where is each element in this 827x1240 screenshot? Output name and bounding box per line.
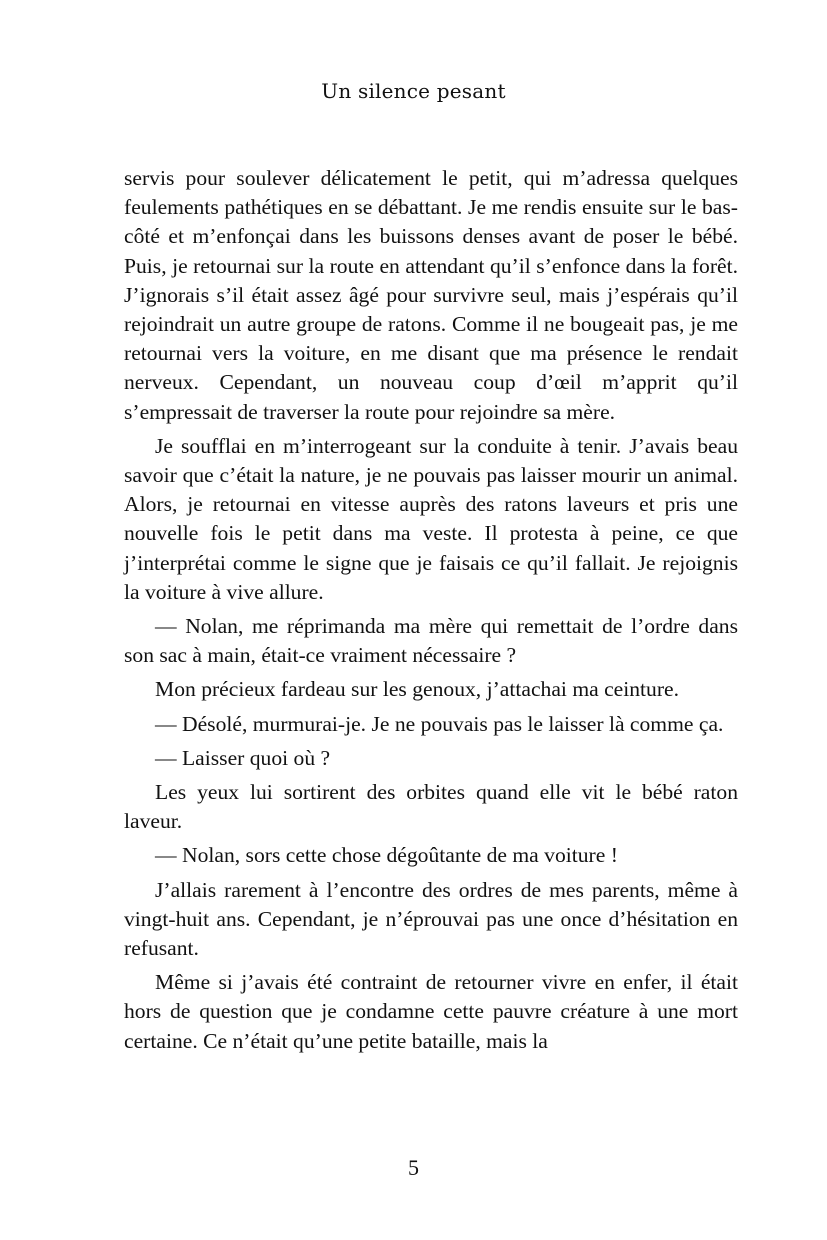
paragraph: Mon précieux fardeau sur les genoux, j’attachai ma ceinture. bbox=[155, 677, 680, 702]
dialogue-paragraph: — Désolé, murmurai-je. Je ne pouvais pas le laisser là comme ça. bbox=[155, 711, 724, 736]
paragraph: J’allais rarement à l’encontre des ordres de mes parents, même à vingt-huit ans. Cependant, je n’éprouvai pas une once d’hésitation en refusant. bbox=[124, 877, 738, 961]
dialogue-paragraph: — Laisser quoi où ? bbox=[155, 745, 331, 770]
body-text bbox=[124, 164, 738, 1061]
page-number: 5 bbox=[408, 1155, 419, 1180]
dialogue-paragraph: — Nolan, me réprimanda ma mère qui remettait de l’ordre dans son sac à main, était-ce vraiment nécessaire ? bbox=[124, 614, 738, 668]
dialogue-paragraph: — Nolan, sors cette chose dégoûtante de ma voiture ! bbox=[155, 843, 618, 868]
paragraph-continued: servis pour soulever délicatement le petit, qui m’adressa quelques feulements pathétiques en se débattant. Je me rendis ensuite sur le bas-côté et m’enfonçai dans les buissons denses avant de poser le bébé. Puis, je retournai sur la route en attendant qu’il s’enfonce dans la forêt. J’ignorais s’il était assez âgé pour survivre seul, mais j’espérais qu’il rejoindrait un autre groupe de ratons. Comme il ne bougeait pas, je me retournai vers la voiture, en me disant que ma présence le rendait nerveux. Cependant, un nouveau coup d’œil m’apprit qu’il s’empressait de traverser la route pour rejoindre sa mère. bbox=[124, 166, 738, 424]
running-header-title: Un silence pesant bbox=[321, 79, 506, 103]
paragraph: Même si j’avais été contraint de retourner vivre en enfer, il était hors de question que je condamne cette pauvre créature à une mort certaine. Ce n’était qu’une petite bataille, mais la bbox=[124, 970, 738, 1053]
paragraph: Je soufflai en m’interrogeant sur la conduite à tenir. J’avais beau savoir que c’était la nature, je ne pouvais pas laisser mourir un animal. Alors, je retournai en vitesse auprès des ratons laveurs et pris une nouvelle fois le petit dans ma veste. Il protesta à peine, ce que j’interprétai comme le signe que je faisais ce qu’il fallait. Je rejoignis la voiture à vive allure. bbox=[124, 433, 738, 604]
paragraph: Les yeux lui sortirent des orbites quand elle vit le bébé raton laveur. bbox=[124, 780, 738, 834]
